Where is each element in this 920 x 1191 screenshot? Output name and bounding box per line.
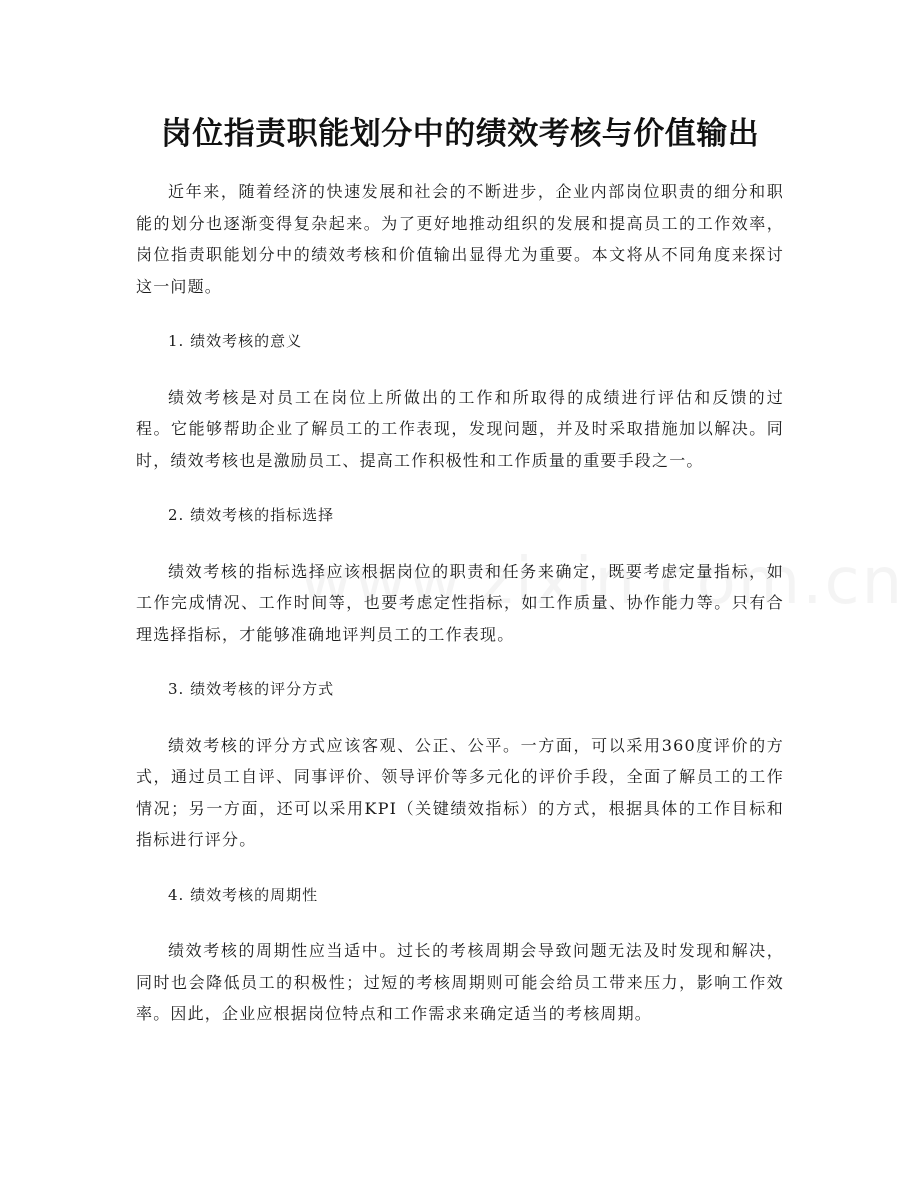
section-heading-2: 2. 绩效考核的指标选择 — [168, 506, 335, 524]
document-title: 岗位指责职能划分中的绩效考核与价值输出 — [160, 116, 760, 152]
section-heading-1: 1. 绩效考核的意义 — [168, 332, 303, 350]
section-paragraph-4: 绩效考核的周期性应当适中。过长的考核周期会导致问题无法及时发现和解决，同时也会降低员工的积极性；过短的考核周期则可能会给员工带来压力，影响工作效率。因此，企业应根据岗位特点和工作需求来确定适当的考核周期。 — [136, 941, 784, 1023]
section-heading-3: 3. 绩效考核的评分方式 — [168, 680, 335, 698]
section-paragraph-2: 绩效考核的指标选择应该根据岗位的职责和任务来确定，既要考虑定量指标，如工作完成情况、工作时间等，也要考虑定性指标，如工作质量、协作能力等。只有合理选择指标，才能够准确地评判员工的工作表现。 — [136, 561, 784, 644]
section-paragraph-1: 绩效考核是对员工在岗位上所做出的工作和所取得的成绩进行评估和反馈的过程。它能够帮助企业了解员工的工作表现，发现问题，并及时采取措施加以解决。同时，绩效考核也是激励员工、提高工作积极性和工作质量的重要手段之一。 — [136, 387, 784, 470]
document-body — [136, 176, 784, 1054]
intro-paragraph: 近年来，随着经济的快速发展和社会的不断进步，企业内部岗位职责的细分和职能的划分也逐渐变得复杂起来。为了更好地推动组织的发展和提高员工的工作效率，岗位指责职能划分中的绩效考核和价值输出显得尤为重要。本文将从不同角度来探讨这一问题。 — [136, 182, 784, 296]
section-paragraph-3: 绩效考核的评分方式应该客观、公正、公平。一方面，可以采用360度评价的方式，通过员工自评、同事评价、领导评价等多元化的评价手段，全面了解员工的工作情况；另一方面，还可以采用KPI（关键绩效指标）的方式，根据具体的工作目标和指标进行评分。 — [136, 735, 784, 849]
section-heading-4: 4. 绩效考核的周期性 — [168, 885, 319, 904]
